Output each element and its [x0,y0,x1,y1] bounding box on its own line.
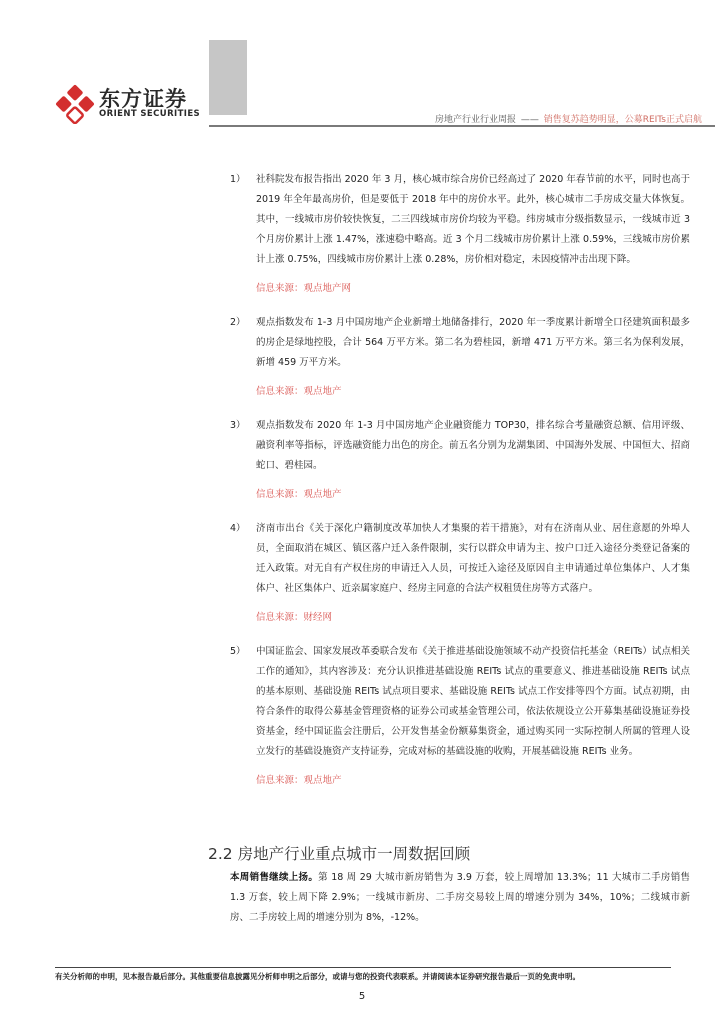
news-item [230,416,690,505]
item-number: 1） [230,174,246,185]
item-number: 2） [230,317,246,328]
header-divider [209,125,715,127]
item-text: 观点指数发布 2020 年 1-3 月中国房地产企业融资能力 TOP30，排名综合考量融资总额、信用评级、融资利率等指标，评选融资能力出色的房企。前五名分别为龙湖集团、中国海外发展、中国恒大、招商蛇口、碧桂园。 [256,420,690,471]
footer-divider [55,967,671,968]
footer-disclaimer: 有关分析师的申明，见本报告最后部分。其他重要信息披露见分析师申明之后部分，或请与您的投资代表联系。并请阅读本证券研究报告最后一页的免责申明。 [55,972,580,981]
item-text: 济南市出台《关于深化户籍制度改革加快人才集聚的若干措施》，对有在济南从业、居住意愿的外埠人员，全面取消在城区、镇区落户迁入条件限制，实行以群众申请为主、按户口迁入途径分类登记备案的迁入政策。对无自有产权住房的申请迁入人员，可按迁入途径及原因自主申请通过单位集体户、人才集体户、社区集体户、近亲属家庭户、经房主同意的合法产权租赁住房等方式落户。 [256,523,690,594]
item-source: 信息来源：财经网 [256,612,333,623]
item-text: 中国证监会、国家发展改革委联合发布《关于推进基础设施领域不动产投资信托基金（REITs）试点相关工作的通知》，其内容涉及：充分认识推进基础设施 REITs 试点的重要意义、推进基础设施 REITs 试点的基本原则、基础设施 REITs 试点项目要求、基础设施 REITs 试点工作安排等四个方面。试点初期，由符合条件的取得公募基金管理资格的证券公司或基金管理公司，依法依规设立公开募集基础设施证券投资基金，经中国证监会注册后，公开发售基金份额募集资金，通过购买同一实际控制人所属的管理人设立发行的基础设施资产支持证券，完成对标的基础设施的收购，开展基础设施 REITs 业务。 [256,646,690,757]
news-item [230,642,690,791]
paragraph-text: 第 18 周 29 大城市新房销售为 3.9 万套，较上周增加 13.3%；11 大城市二手房销售 1.3 万套，较上周下降 2.9%；一线城市新房、二手房交易较上周的增速分别为 34%，10%；二线城市新房、二手房较上周的增速分别为 8%，-12%。 [230,872,690,923]
news-item [230,170,690,299]
title-separator: —— [520,115,539,125]
report-header-title [435,112,702,125]
page-number: 5 [358,991,366,1002]
news-list [230,170,690,805]
company-logo [55,80,215,126]
logo-chinese-name: 东方证券 [99,87,187,111]
item-source: 信息来源：观点地产网 [256,283,352,294]
item-number: 3） [230,420,246,431]
report-title: 房地产行业行业周报 [434,115,516,125]
item-number: 4） [230,523,246,534]
item-number: 5） [230,646,246,657]
orient-logo-icon [55,84,95,124]
item-source: 信息来源：观点地产 [256,775,342,786]
item-source: 信息来源：观点地产 [256,489,342,500]
item-source: 信息来源：观点地产 [256,386,342,397]
item-text: 观点指数发布 1-3 月中国房地产企业新增土地储备排行，2020 年一季度累计新增全口径建筑面积最多的房企是绿地控股，合计 564 万平方米。第二名为碧桂园，新增 471 万平方米。第三名为保利发展，新增 459 万平方米。 [256,317,690,368]
item-text: 社科院发布报告指出 2020 年 3 月，核心城市综合房价已经高过了 2020 年春节前的水平，同时也高于 2019 年全年最高房价，但是要低于 2018 年中的房价水平。此外，核心城市二手房成交量大体恢复。其中，一线城市房价较快恢复，二三四线城市房价均较为平稳。纬房城市分级指数显示，一线城市近 3 个月房价累计上涨 1.47%，涨速稳中略高。近 3 个月二线城市房价累计上涨 0.59%，三线城市房价累计上涨 0.75%，四线城市房价累计上涨 0.28%，房价相对稳定，未因疫情冲击出现下降。 [256,174,690,265]
report-subtitle: 销售复苏趋势明显，公募REITs正式启航 [543,115,702,125]
section-paragraph [230,868,690,928]
logo-english-name: ORIENT SECURITIES [99,109,201,119]
news-item [230,519,690,628]
section-heading: 2.2 房地产行业重点城市一周数据回顾 [208,845,471,863]
news-item [230,313,690,402]
paragraph-lead: 本周销售继续上扬。 [230,872,319,883]
